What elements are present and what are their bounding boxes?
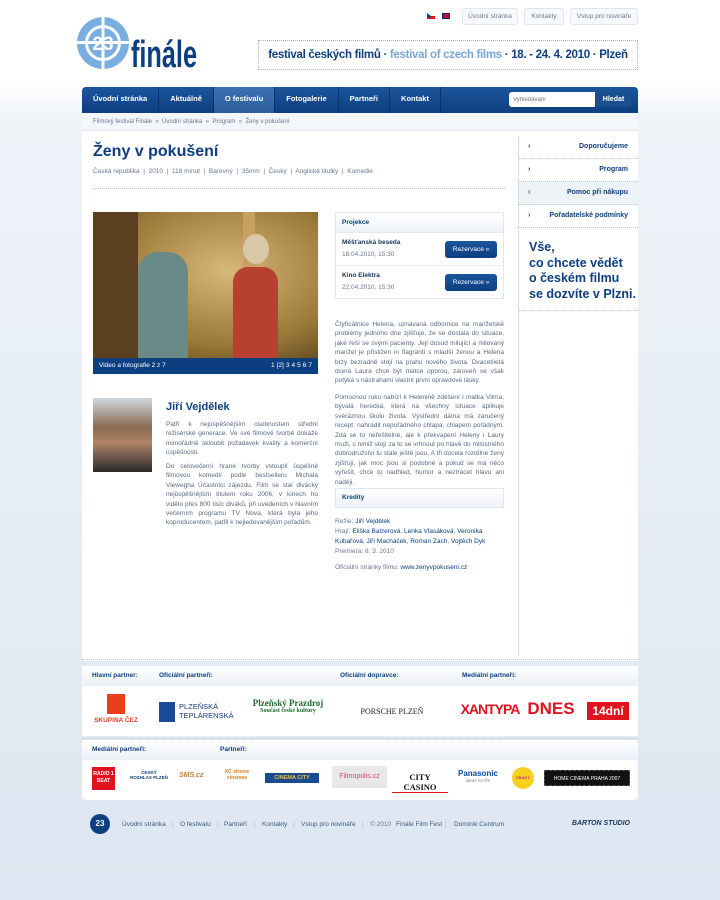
page-link[interactable]: 4 bbox=[291, 362, 296, 369]
nav-home[interactable]: Úvodní stránka bbox=[82, 87, 159, 113]
actor-link[interactable]: Veronika Kubařová bbox=[335, 528, 483, 545]
top-link-contacts[interactable]: Kontakty bbox=[524, 8, 564, 25]
sidebar-item-recommend[interactable]: › Doporučujeme bbox=[519, 136, 638, 159]
reservation-button[interactable]: Rezervace » bbox=[445, 241, 497, 258]
film-description-2: Pomocnou ruku nabízí k Helenině zděšení i matka Vilma, bývalá herečka, která na všechny situace aplikuje svéráznou školu života. Výstřední dáma má zaručený recept: nahradit nepořádného chlapa, chlapem pořádným. Zdá se to neřešitelné, ale k překvapení Heleny i Laury muži, s nimiž stojí za to se vrhnout po hlavě do milostného dobrodružství tu stále ještě jsou. A tři docela rozdílné ženy zjišťují, jak moc jsou si podobné a pokud se má něco vyřešit, chce to nadhled, humor a neztrácet hlavu ani naději. bbox=[335, 394, 504, 486]
partner-cinema-city[interactable]: CINEMA CITY bbox=[265, 773, 319, 783]
footer-link-finale[interactable]: Finále Film Fest bbox=[396, 821, 443, 828]
nav-partners[interactable]: Partneři bbox=[339, 87, 390, 113]
partner-cez[interactable]: SKUPINA ČEZ bbox=[92, 694, 140, 724]
director-photo bbox=[93, 398, 152, 472]
actor-link[interactable]: Eliška Balzerová bbox=[352, 528, 401, 535]
partner-panasonic[interactable]: Panasonic ideas for life bbox=[457, 769, 498, 783]
partner-prazdroj[interactable]: Plzeňský Prazdroj Součást české kultury bbox=[252, 698, 324, 714]
partners-header-1: Hlavní partner: Oficiální partneři: Oficiální dopravce: Mediální partneři: bbox=[82, 666, 638, 686]
crumb-current: Ženy v pokušení bbox=[245, 119, 290, 125]
divider bbox=[82, 738, 638, 739]
copyright: © 2010 bbox=[370, 821, 392, 828]
festival-banner: festival českých filmů · festival of czech films · 18. - 24. 4. 2010 · Plzeň bbox=[258, 40, 638, 70]
screening-row: Kino Elektra 22.04.2010, 15:30 Rezervace » bbox=[336, 266, 503, 299]
reservation-button[interactable]: Rezervace » bbox=[445, 274, 497, 291]
partner-home-cinema[interactable]: HOME CINEMA PRAHA 2007 bbox=[544, 770, 630, 786]
main-nav bbox=[82, 87, 638, 113]
director-name: Jiří Vejdělek bbox=[166, 401, 230, 413]
partner-xtreme[interactable]: XC xtreme cinemas bbox=[224, 769, 250, 781]
actor-link[interactable]: Roman Zach bbox=[410, 538, 448, 545]
finale-logo[interactable] bbox=[75, 15, 200, 76]
nav-contact[interactable]: Kontakt bbox=[390, 87, 441, 113]
search-button[interactable]: Hledat bbox=[596, 92, 631, 107]
svg-text:23: 23 bbox=[92, 34, 114, 55]
page-current: [2] bbox=[276, 362, 284, 369]
crumb-root: Filmový festival Finále bbox=[93, 119, 153, 125]
actor-link[interactable]: Jiří Macháček bbox=[366, 538, 407, 545]
top-link-home[interactable]: Úvodní stránka bbox=[462, 8, 518, 25]
partners-header-2: Mediální partneři: Partneři: bbox=[82, 740, 638, 760]
footer: 23 Úvodní stránka | O festivalu | Partneři | Kontakty | Vstup pro novináře | © 2010 Finále Film Fest | Dominik Centrum BARTON STUDIO bbox=[82, 812, 638, 838]
partners-logos-1 bbox=[82, 686, 638, 736]
slogan: Vše, co chcete vědět o českém filmu se dozvíte v Plzni. bbox=[519, 228, 638, 311]
footer-link-dominik[interactable]: Dominik Centrum bbox=[454, 821, 505, 828]
footer-link-home[interactable]: Úvodní stránka bbox=[122, 821, 166, 828]
film-website-link[interactable]: www.zenyvpokuseni.cz bbox=[400, 564, 468, 571]
search-input[interactable] bbox=[509, 92, 595, 107]
svg-text:finále: finále bbox=[131, 34, 197, 76]
sidebar-item-terms[interactable]: › Pořadatelské podmínky bbox=[519, 205, 638, 228]
credits-box: Kredity bbox=[335, 488, 504, 508]
partner-porsche[interactable]: PORSCHE PLZEŇ bbox=[360, 707, 424, 716]
english-flag-icon[interactable] bbox=[442, 13, 450, 19]
actor-link[interactable]: Lenka Vlasáková bbox=[404, 528, 454, 535]
page-link[interactable]: 3 bbox=[285, 362, 290, 369]
divider bbox=[93, 188, 505, 189]
chevron-right-icon: › bbox=[528, 189, 531, 196]
partner-radio-beat[interactable]: RADIO 1 BEAT bbox=[92, 767, 115, 790]
film-photo[interactable] bbox=[93, 212, 318, 358]
partner-sms[interactable]: SMS.cz bbox=[179, 772, 204, 779]
nav-gallery[interactable]: Fotogalerie bbox=[275, 87, 338, 113]
czech-flag-icon[interactable] bbox=[427, 13, 435, 19]
barton-studio-logo[interactable]: BARTON STUDIO bbox=[571, 820, 630, 827]
page-link[interactable]: 5 bbox=[297, 362, 301, 369]
crumb-home[interactable]: Úvodní stránka bbox=[162, 119, 203, 125]
film-meta: Česká republika | 2010 | 118 minut | Barevný | 35mm | Česky | Anglické titulky | Komedie bbox=[93, 168, 373, 175]
page-link[interactable]: 7 bbox=[308, 362, 312, 369]
gallery-pagination bbox=[269, 358, 312, 374]
chevron-right-icon: › bbox=[528, 143, 531, 150]
page-title: Ženy v pokušení bbox=[93, 143, 219, 160]
credits: Režie: Jiří Vejdělek Hrají: Eliška Balzerová, Lenka Vlasáková, Veronika Kubařová, Jiří Macháček, Roman Zach, Vojtěch Dyk Premiéra: 8. 3. 2010 Oficiální stránky filmu: www.zenyvpokuseni.cz bbox=[335, 518, 486, 571]
partner-dnes[interactable]: DNES bbox=[527, 699, 575, 718]
crumb-program[interactable]: Program bbox=[212, 119, 236, 125]
director-link[interactable]: Jiří Vejdělek bbox=[355, 518, 391, 525]
sidebar-item-help[interactable]: › Pomoc při nákupu bbox=[519, 182, 638, 205]
film-description-1: Čtyřicátnice Helena, uznávaná odbornice na manželské problémy jednoho dne zjišťuje, že se dostala do situace, jaké řeší se svými pacienty. Její dosud milující a milovaný manžel je přistižen in flagranti s mladší ženou a Helena brzy bezradně stojí na prahu nového života. Dvacetiletá dcera Laura chce být matce oporou, zároveň se však potýká s nástrahami vlastní první opravdové lásky. bbox=[335, 321, 504, 385]
page-link[interactable]: 1 bbox=[271, 362, 275, 369]
footer-logo-icon[interactable]: 23 bbox=[90, 814, 110, 834]
page-link[interactable]: 6 bbox=[302, 362, 307, 369]
screenings-box bbox=[335, 212, 504, 299]
partner-filmopolis[interactable]: Filmopolis.cz bbox=[332, 766, 387, 788]
partner-city-casino[interactable]: CITY CASINO bbox=[392, 772, 448, 793]
screenings-title: Projekce bbox=[336, 213, 503, 233]
breadcrumb: Filmový festival Finále » Úvodní stránka » Program » Ženy v pokušení bbox=[82, 113, 638, 131]
chevron-right-icon: › bbox=[528, 166, 531, 173]
screening-row: Měšťanská beseda 18.04.2010, 15:30 Rezervace » bbox=[336, 233, 503, 266]
top-link-press[interactable]: Vstup pro novináře bbox=[570, 8, 638, 25]
chevron-right-icon: › bbox=[528, 212, 531, 219]
footer-link-festival[interactable]: O festivalu bbox=[180, 821, 211, 828]
actor-link[interactable]: Vojtěch Dyk bbox=[451, 538, 486, 545]
divider bbox=[82, 659, 638, 660]
footer-link-contacts[interactable]: Kontakty bbox=[262, 821, 288, 828]
partners-logos-2 bbox=[82, 760, 638, 800]
partner-14dni[interactable]: 14dní bbox=[587, 702, 629, 720]
partner-cro-plzen[interactable]: ČESKÝ ROZHLAS PLZEŇ bbox=[130, 770, 168, 780]
director-bio-1: Patří k nejúspěšnějším osobnostem střední režisérské generace. Ve své filmové tvorbě dokáže mimořádně skloubit požadavek kvality a komerční úspěšnosti. bbox=[166, 421, 318, 457]
partner-xantypa[interactable]: XANTYPA bbox=[460, 701, 520, 717]
director-bio-2: Do celovečerní hrané tvorby vstoupil úspěšně filmovou komedií podle bestselleru Michala Viewegha Účastníci zájezdu. Film se stal divácky nejúspěšnějším titulem roku 2006, v kinech ho vidělo přes 800 tisíc diváků, při uvedeních v hlavním večerním programu TV Nova, která byla jeho koproducentem, patřil k nejledovanějším pořadům. bbox=[166, 463, 318, 527]
nav-news[interactable]: Aktuálně bbox=[159, 87, 214, 113]
nav-festival[interactable]: O festivalu bbox=[214, 87, 275, 113]
partner-sbady[interactable]: SBADY bbox=[512, 767, 534, 789]
footer-link-press[interactable]: Vstup pro novináře bbox=[301, 821, 356, 828]
sidebar bbox=[518, 136, 638, 656]
sidebar-item-program[interactable]: › Program bbox=[519, 159, 638, 182]
footer-link-partners[interactable]: Partneři bbox=[224, 821, 247, 828]
partner-teplarenska[interactable]: PLZEŇSKÁ TEPLÁRENSKÁ bbox=[159, 702, 244, 720]
gallery-caption: Video a fotografie 2 z 7 1 [2] 3 4 5 6 7 bbox=[93, 358, 318, 374]
